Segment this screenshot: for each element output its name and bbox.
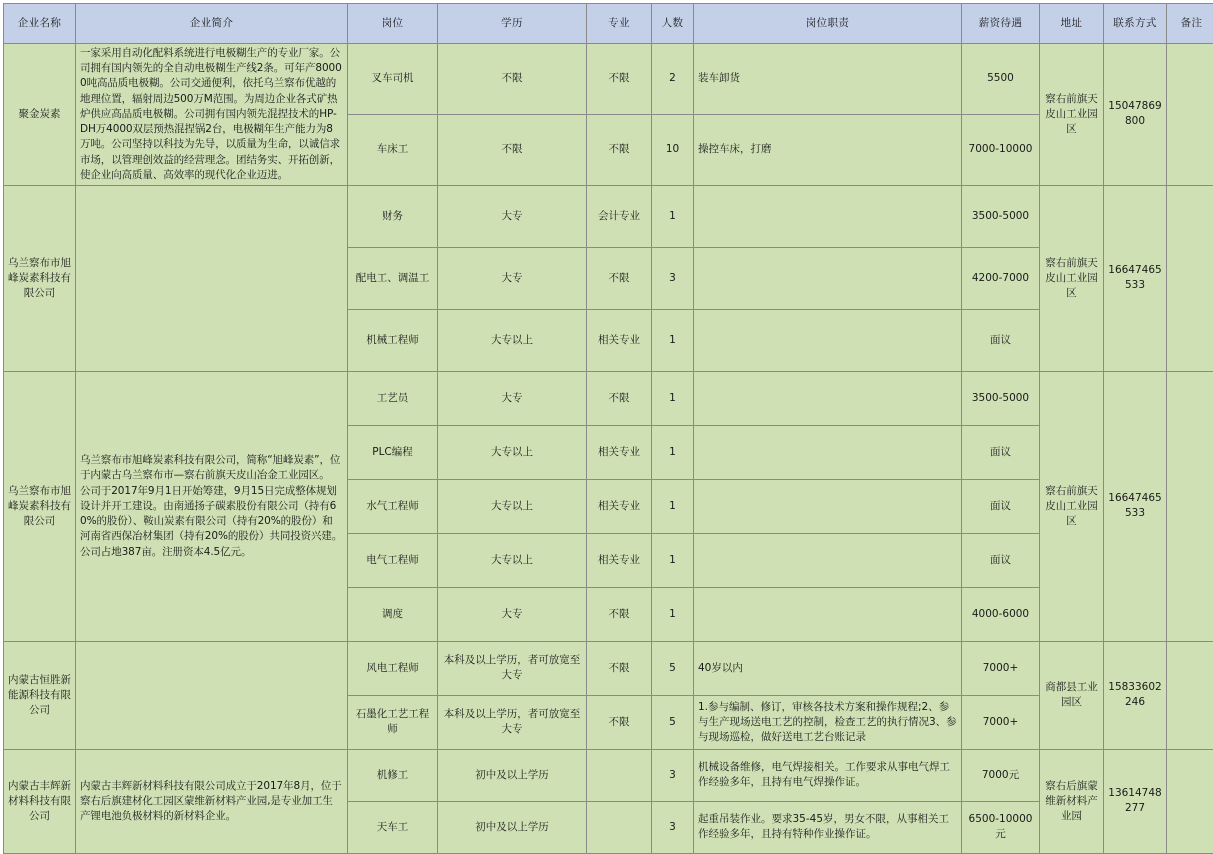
cell-contact: 15047869800 xyxy=(1104,44,1167,186)
cell-position: 天车工 xyxy=(348,801,438,853)
cell-major: 不限 xyxy=(587,587,652,641)
cell-position: 机械工程师 xyxy=(348,309,438,371)
cell-salary: 面议 xyxy=(962,425,1040,479)
cell-remark xyxy=(1167,371,1213,641)
cell-address: 察右前旗天皮山工业园区 xyxy=(1040,44,1104,186)
cell-company-description xyxy=(76,185,348,371)
cell-salary: 3500-5000 xyxy=(962,185,1040,247)
cell-contact: 13614748277 xyxy=(1104,749,1167,853)
table-header xyxy=(4,4,1213,44)
cell-duties: 40岁以内 xyxy=(694,641,962,695)
cell-position: 水气工程师 xyxy=(348,479,438,533)
cell-education: 初中及以上学历 xyxy=(438,749,587,801)
cell-position: 石墨化工艺工程师 xyxy=(348,695,438,749)
cell-education: 大专 xyxy=(438,247,587,309)
cell-education: 大专 xyxy=(438,587,587,641)
cell-company-description xyxy=(76,641,348,749)
cell-education: 大专以上 xyxy=(438,309,587,371)
cell-education: 大专以上 xyxy=(438,533,587,587)
cell-remark xyxy=(1167,641,1213,749)
cell-duties xyxy=(694,371,962,425)
cell-salary: 6500-10000元 xyxy=(962,801,1040,853)
cell-duties xyxy=(694,185,962,247)
column-header-remark: 备注 xyxy=(1167,4,1213,44)
cell-company-name: 聚金炭素 xyxy=(4,44,76,186)
cell-address: 察右后旗蒙维新材料产业园 xyxy=(1040,749,1104,853)
cell-headcount: 3 xyxy=(652,247,694,309)
cell-major: 不限 xyxy=(587,44,652,115)
cell-headcount: 1 xyxy=(652,185,694,247)
cell-headcount: 1 xyxy=(652,479,694,533)
cell-position: 工艺员 xyxy=(348,371,438,425)
cell-education: 大专以上 xyxy=(438,479,587,533)
column-header-position: 岗位 xyxy=(348,4,438,44)
column-header-address: 地址 xyxy=(1040,4,1104,44)
cell-remark xyxy=(1167,749,1213,853)
recruitment-table xyxy=(3,3,1213,854)
cell-position: 财务 xyxy=(348,185,438,247)
table-row xyxy=(4,185,1213,247)
cell-salary: 7000-10000 xyxy=(962,114,1040,185)
table-body xyxy=(4,44,1213,854)
cell-major: 不限 xyxy=(587,695,652,749)
cell-position: 车床工 xyxy=(348,114,438,185)
cell-major: 相关专业 xyxy=(587,479,652,533)
cell-headcount: 1 xyxy=(652,533,694,587)
cell-salary: 面议 xyxy=(962,309,1040,371)
cell-duties: 机械设备维修，电气焊接相关。工作要求从事电气焊工作经验多年，且持有电气焊操作证。 xyxy=(694,749,962,801)
cell-major: 会计专业 xyxy=(587,185,652,247)
cell-company-name: 内蒙古恒胜新能源科技有限公司 xyxy=(4,641,76,749)
cell-address: 察右前旗天皮山工业园区 xyxy=(1040,185,1104,371)
cell-salary: 7000+ xyxy=(962,695,1040,749)
cell-major: 相关专业 xyxy=(587,425,652,479)
cell-duties: 起重吊装作业。要求35-45岁，男女不限，从事相关工作经验多年，且持有特种作业操作证。 xyxy=(694,801,962,853)
cell-major xyxy=(587,801,652,853)
cell-headcount: 10 xyxy=(652,114,694,185)
table-row xyxy=(4,641,1213,695)
cell-education: 不限 xyxy=(438,44,587,115)
cell-salary: 面议 xyxy=(962,533,1040,587)
cell-company-name: 乌兰察布市旭峰炭素科技有限公司 xyxy=(4,185,76,371)
cell-headcount: 3 xyxy=(652,801,694,853)
table-row xyxy=(4,371,1213,425)
cell-duties xyxy=(694,587,962,641)
cell-address: 察右前旗天皮山工业园区 xyxy=(1040,371,1104,641)
column-header-headcount: 人数 xyxy=(652,4,694,44)
cell-salary: 3500-5000 xyxy=(962,371,1040,425)
cell-salary: 面议 xyxy=(962,479,1040,533)
cell-contact: 15833602246 xyxy=(1104,641,1167,749)
cell-major xyxy=(587,749,652,801)
cell-remark xyxy=(1167,44,1213,186)
cell-duties: 装车卸货 xyxy=(694,44,962,115)
cell-company-description: 乌兰察布市旭峰炭素科技有限公司，简称“旭峰炭素”，位于内蒙古乌兰察布市—察右前旗天皮山冶金工业园区。 公司于2017年9月1日开始筹建，9月15日完成整体规划设计并开工建设。由南通扬子碳素股份有限公司（持有60%的股份）、鞍山炭素有限公司（持有20%的股份）和河南省西保冶材集团（持有20%的股份）共同投资兴建。公司占地387亩。注册资本4.5亿元。 xyxy=(76,371,348,641)
cell-contact: 16647465533 xyxy=(1104,185,1167,371)
cell-duties xyxy=(694,247,962,309)
cell-headcount: 1 xyxy=(652,371,694,425)
spreadsheet-canvas xyxy=(0,3,1213,803)
cell-position: 配电工、调温工 xyxy=(348,247,438,309)
column-header-contact: 联系方式 xyxy=(1104,4,1167,44)
cell-duties: 操控车床，打磨 xyxy=(694,114,962,185)
cell-position: 电气工程师 xyxy=(348,533,438,587)
header-row xyxy=(4,4,1213,44)
column-header-education: 学历 xyxy=(438,4,587,44)
column-header-company-name: 企业名称 xyxy=(4,4,76,44)
cell-salary: 7000+ xyxy=(962,641,1040,695)
cell-education: 初中及以上学历 xyxy=(438,801,587,853)
cell-company-description: 一家采用自动化配料系统进行电极糊生产的专业厂家。公司拥有国内领先的全自动电极糊生产线2条。可年产80000吨高品质电极糊。公司交通便利，依托乌兰察布优越的地理位置，辐射周边500万M范围。为周边企业各式矿热炉供应高品质电极糊。公司拥有国内领先混捏技术的HP-DH万4000双层预热混捏锅2台，电极糊年生产能力为8万吨。公司坚持以科技为先导，以质量为生命，以诚信求市场，以管理创效益的经营理念。团结务实、开拓创新，使企业向高质量、高效率的现代化企业迈进。 xyxy=(76,44,348,186)
cell-position: 机修工 xyxy=(348,749,438,801)
cell-position: 调度 xyxy=(348,587,438,641)
cell-headcount: 3 xyxy=(652,749,694,801)
cell-salary: 4200-7000 xyxy=(962,247,1040,309)
cell-education: 本科及以上学历，者可放宽至大专 xyxy=(438,695,587,749)
cell-company-name: 内蒙古丰辉新材料科技有限公司 xyxy=(4,749,76,853)
cell-position: 叉车司机 xyxy=(348,44,438,115)
column-header-duties: 岗位职责 xyxy=(694,4,962,44)
cell-duties xyxy=(694,425,962,479)
column-header-major: 专业 xyxy=(587,4,652,44)
cell-education: 不限 xyxy=(438,114,587,185)
cell-major: 不限 xyxy=(587,371,652,425)
cell-salary: 7000元 xyxy=(962,749,1040,801)
cell-salary: 5500 xyxy=(962,44,1040,115)
cell-address: 商都县工业园区 xyxy=(1040,641,1104,749)
cell-position: PLC编程 xyxy=(348,425,438,479)
cell-education: 大专 xyxy=(438,185,587,247)
cell-major: 不限 xyxy=(587,247,652,309)
cell-duties xyxy=(694,533,962,587)
cell-headcount: 1 xyxy=(652,309,694,371)
cell-duties: 1.参与编制、修订，审核各技术方案和操作规程;2、参与生产现场送电工艺的控制，检查工艺的执行情况3、参与现场巡检，做好送电工艺台账记录 xyxy=(694,695,962,749)
cell-education: 大专 xyxy=(438,371,587,425)
cell-headcount: 2 xyxy=(652,44,694,115)
table-row xyxy=(4,749,1213,801)
cell-headcount: 5 xyxy=(652,695,694,749)
cell-duties xyxy=(694,309,962,371)
cell-major: 不限 xyxy=(587,114,652,185)
cell-position: 风电工程师 xyxy=(348,641,438,695)
cell-salary: 4000-6000 xyxy=(962,587,1040,641)
cell-remark xyxy=(1167,185,1213,371)
cell-headcount: 5 xyxy=(652,641,694,695)
cell-major: 相关专业 xyxy=(587,309,652,371)
cell-contact: 16647465533 xyxy=(1104,371,1167,641)
cell-headcount: 1 xyxy=(652,425,694,479)
cell-education: 本科及以上学历，者可放宽至大专 xyxy=(438,641,587,695)
cell-major: 不限 xyxy=(587,641,652,695)
column-header-salary: 薪资待遇 xyxy=(962,4,1040,44)
column-header-company-intro: 企业简介 xyxy=(76,4,348,44)
cell-duties xyxy=(694,479,962,533)
cell-company-description: 内蒙古丰辉新材料科技有限公司成立于2017年8月，位于察右后旗建材化工园区蒙维新材料产业园,是专业加工生产锂电池负极材料的新材料企业。 xyxy=(76,749,348,853)
cell-headcount: 1 xyxy=(652,587,694,641)
table-row xyxy=(4,44,1213,115)
cell-major: 相关专业 xyxy=(587,533,652,587)
cell-education: 大专以上 xyxy=(438,425,587,479)
cell-company-name: 乌兰察布市旭峰炭素科技有限公司 xyxy=(4,371,76,641)
